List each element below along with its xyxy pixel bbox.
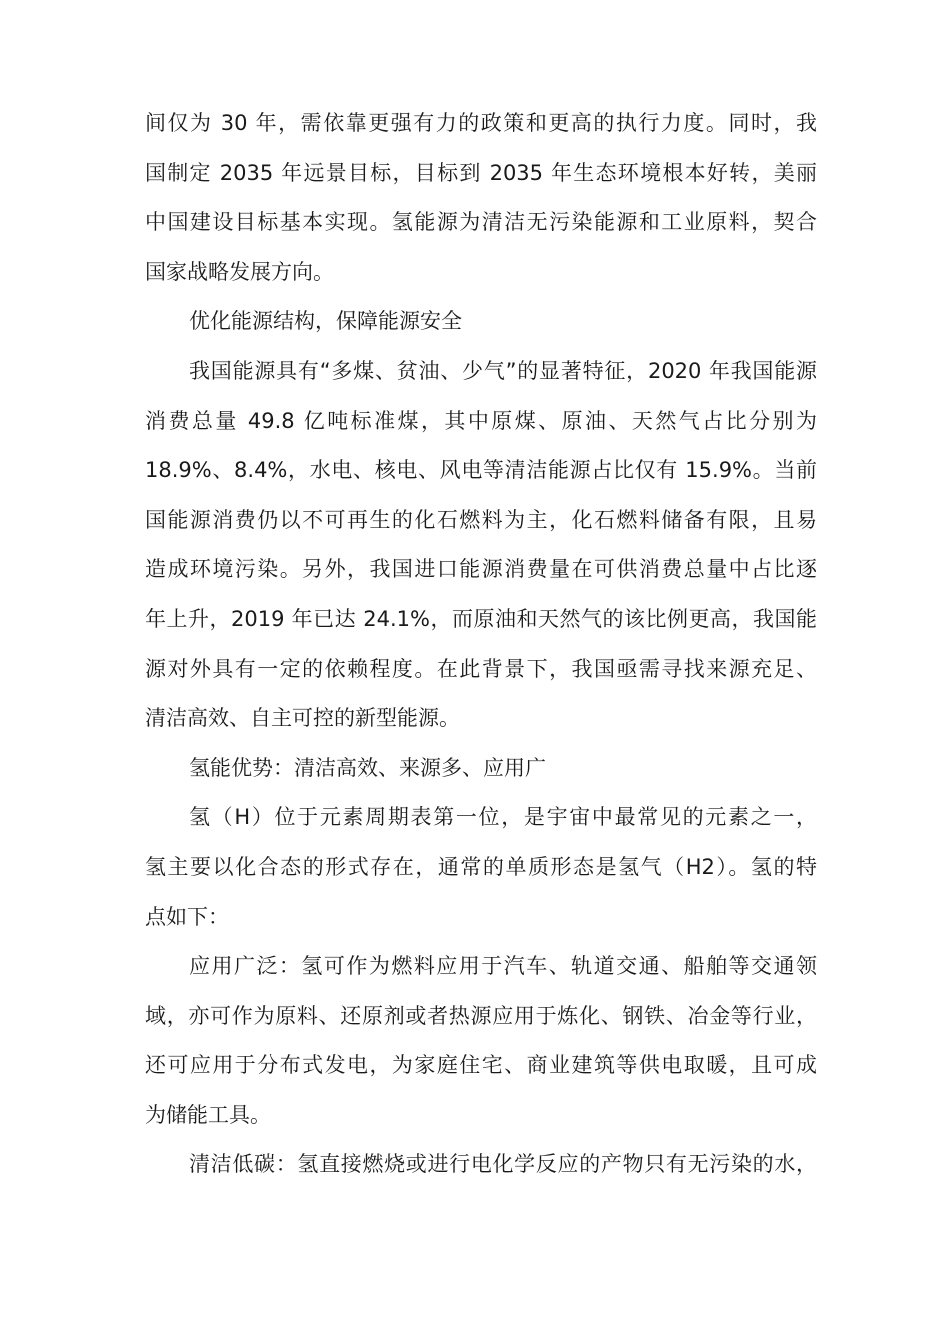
text-line: 造成环境污染。另外，我国进口能源消费量在可供消费总量中占比逐: [145, 557, 817, 582]
text-line: 源对外具有一定的依赖程度。在此背景下，我国亟需寻找来源充足、: [145, 656, 817, 681]
text-line: 域，亦可作为原料、还原剂或者热源应用于炼化、钢铁、冶金等行业，: [145, 1003, 817, 1028]
text-line: 中国建设目标基本实现。氢能源为清洁无污染能源和工业原料，契合: [145, 210, 817, 235]
text-line: 国家战略发展方向。: [145, 259, 334, 284]
text-line: 间仅为 30 年，需依靠更强有力的政策和更高的执行力度。同时，我: [145, 111, 817, 135]
text-line: 国能源消费仍以不可再生的化石燃料为主，化石燃料储备有限，且易: [145, 507, 817, 532]
text-line: 点如下：: [145, 904, 229, 929]
document-body: [145, 99, 817, 1190]
text-line: 氢主要以化合态的形式存在，通常的单质形态是氢气（H2）。氢的特: [145, 854, 817, 879]
text-line: 清洁高效、自主可控的新型能源。: [145, 706, 460, 731]
section-heading: 优化能源结构，保障能源安全: [189, 309, 462, 334]
text-line: 18.9%、8.4%，水电、核电、风电等清洁能源占比仅有 15.9%。当前: [145, 458, 817, 483]
text-line: 国制定 2035 年远景目标，目标到 2035 年生态环境根本好转，美丽: [145, 160, 817, 185]
text-line: 还可应用于分布式发电，为家庭住宅、商业建筑等供电取暖，且可成: [145, 1053, 817, 1078]
text-line: 年上升，2019 年已达 24.1%，而原油和天然气的该比例更高，我国能: [145, 606, 817, 631]
text-line: 应用广泛：氢可作为燃料应用于汽车、轨道交通、船舶等交通领: [189, 954, 817, 979]
section-heading: 氢能优势：清洁高效、来源多、应用广: [189, 755, 546, 780]
text-line: 清洁低碳：氢直接燃烧或进行电化学反应的产物只有无污染的水，: [189, 1152, 817, 1177]
text-line: 为储能工具。: [145, 1102, 271, 1127]
text-line: 消费总量 49.8 亿吨标准煤，其中原煤、原油、天然气占比分别为: [145, 408, 817, 433]
text-line: 氢（H）位于元素周期表第一位，是宇宙中最常见的元素之一，: [189, 805, 817, 830]
text-line: 我国能源具有“多煤、贫油、少气”的显著特征，2020 年我国能源: [189, 358, 817, 383]
